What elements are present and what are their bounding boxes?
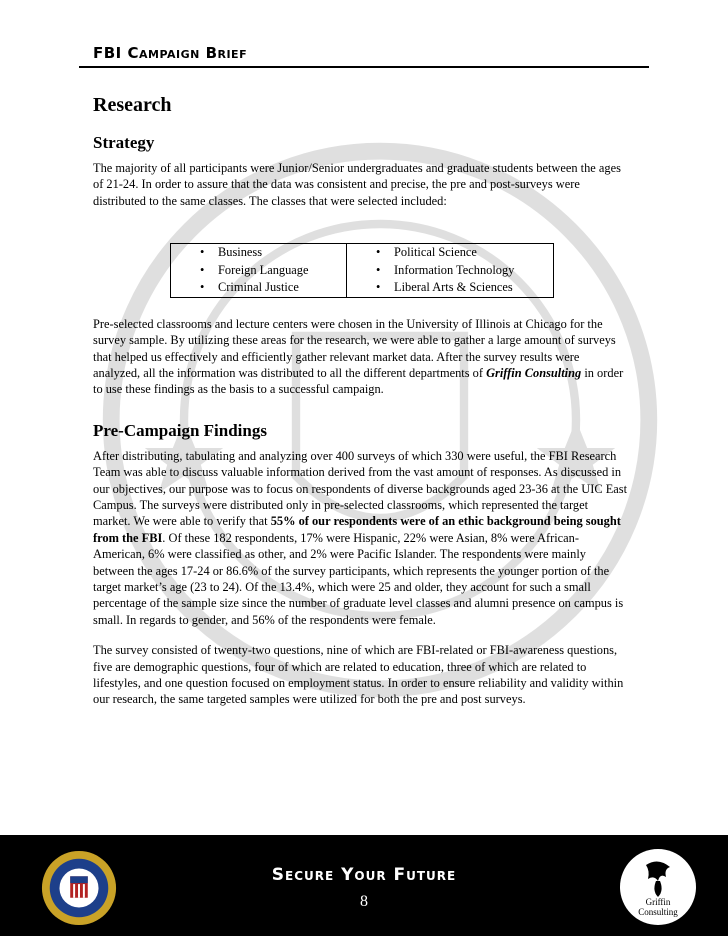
strategy-heading: Strategy: [93, 133, 155, 152]
findings-paragraph-2: The survey consisted of twenty-two questions, nine of which are FBI-related or FBI-awareness questions, five are demographic questions, four of which are related to education, three of which are related to lifestyles, and one question focused on employment status. In order to ensure reliability and validity within our research, the same targeted samples were utilized for both the pre and post surveys.: [93, 643, 624, 707]
company-name: Griffin Consulting: [486, 365, 582, 380]
page-number: 8: [360, 893, 368, 910]
classes-column-left: [171, 244, 347, 298]
class-item: • Business: [171, 244, 346, 262]
survey-sample-paragraph: [93, 316, 628, 398]
selected-classes-table: [170, 243, 554, 298]
classes-column-right: [347, 244, 554, 298]
fbi-seal-logo: [40, 849, 118, 927]
document-header-title: FBI Campaign Brief: [93, 44, 248, 62]
findings-text: After distributing, tabulating and analyzing over 400 surveys of which 330 were useful, the FBI Research Team was able to discuss valuable information derived from the vast amount of responses. As discussed in our objectives, our purpose was to focus on respondents of diverse backgrounds aged 23-36 at the UIC East Campus. The surveys were distributed only in pre-selected classrooms, which represented the target market. We were able to verify that: [93, 448, 628, 529]
findings-highlight: 55% of our respondents were of an ethic background being sought from the FBI: [93, 514, 621, 545]
pre-campaign-findings-heading: Pre-Campaign Findings: [93, 420, 267, 440]
class-item: • Foreign Language: [171, 262, 346, 280]
findings-paragraph-1: [93, 448, 628, 628]
page-footer: [0, 835, 728, 936]
strategy-intro-paragraph: The majority of all participants were Junior/Senior undergraduates and graduate students between the ages of 21-24. In order to assure that the data was consistent and precise, the pre and post-surveys were distributed to the same classes. The classes that were selected included:: [93, 161, 621, 208]
header-divider: [79, 66, 649, 68]
survey-sample-text-end: in order to use these findings as the basis to a successful campaign.: [93, 365, 624, 397]
footer-slogan: Secure Your Future: [271, 865, 457, 885]
research-heading: Research: [93, 94, 172, 116]
class-item: • Information Technology: [347, 262, 553, 280]
page-content: [93, 92, 628, 722]
griffin-consulting-logo: [618, 847, 698, 927]
class-item: • Criminal Justice: [171, 279, 346, 297]
findings-text-end: . Of these 182 respondents, 17% were Hispanic, 22% were Asian, 8% were African-American, 6% were classified as other, and 2% were Pacific Islander. The respondents were mainly between the ages 17-24 or 86.6% of the survey participants, which represents the younger portion of the target market’s age (23 to 24). Of the 13.4%, which were 25 and older, they account for such a small percentage of the sample size since the number of graduate level classes and alumni presence on campus is small. In regards to gender, and 56% of the respondents were female.: [93, 530, 624, 627]
class-item: • Political Science: [347, 244, 553, 262]
logo-text-griffin: Griffin: [645, 897, 671, 907]
survey-sample-text: Pre-selected classrooms and lecture centers were chosen in the University of Illinois at Chicago for the survey sample. By utilizing these areas for the research, we were able to gather a large amount of surveys that helped us effectively and efficiently gather relevant market data. After the survey results were analyzed, all the information was distributed to all the different departments of: [93, 316, 616, 380]
logo-text-consulting: Consulting: [638, 907, 678, 917]
class-item: • Liberal Arts & Sciences: [347, 279, 553, 297]
